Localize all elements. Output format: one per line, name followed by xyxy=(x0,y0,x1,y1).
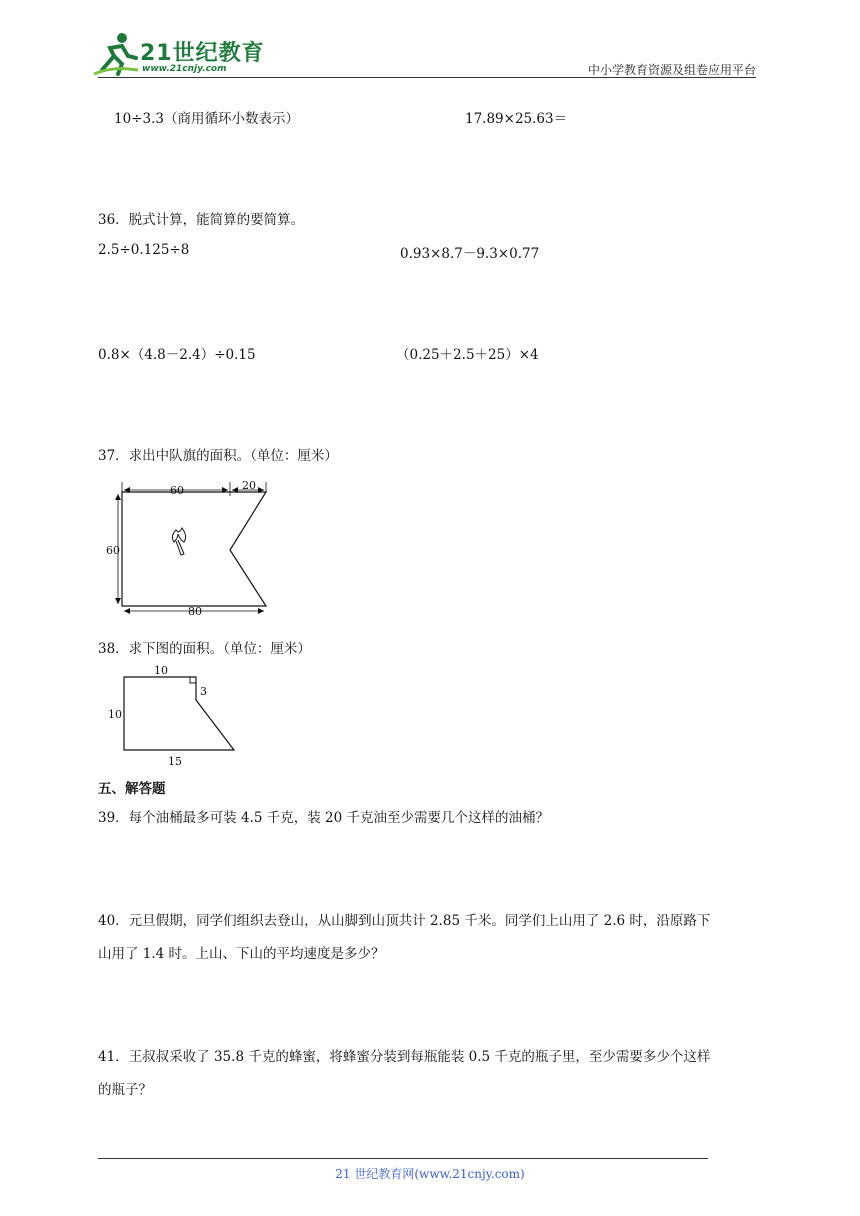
q36-expr-1: 2.5÷0.125÷8 xyxy=(98,242,190,258)
site-logo xyxy=(92,30,282,80)
question-36: 36．脱式计算，能简算的要简算。 xyxy=(98,212,305,228)
expr-division-recurring: 10÷3.3（商用循环小数表示） xyxy=(114,111,299,127)
footer-divider xyxy=(98,1158,708,1159)
header-platform-text: 中小学教育资源及组卷应用平台 xyxy=(587,63,756,77)
question-40-line-1: 40．元旦假期，同学们组织去登山，从山脚到山顶共计 2.85 千米。同学们上山用了 2.6 时，沿原路下 xyxy=(98,913,711,929)
question-39: 39．每个油桶最多可装 4.5 千克，装 20 千克油至少需要几个这样的油桶？ xyxy=(98,810,549,826)
fig37-top-right-label: 20 xyxy=(242,479,256,492)
figure-38-trapezoid xyxy=(100,660,250,772)
logo-text: 21世纪教育 xyxy=(140,41,265,66)
fig38-outline xyxy=(124,677,234,750)
section-5-heading: 五、解答题 xyxy=(98,781,166,797)
fig38-right-seg-label: 3 xyxy=(200,685,207,698)
q36-expr-3: 0.8×（4.8－2.4）÷0.15 xyxy=(98,347,256,363)
question-41-line-1: 41．王叔叔采收了 35.8 千克的蜂蜜，将蜂蜜分装到每瓶能装 0.5 千克的瓶子里，至少需要多少个这样 xyxy=(98,1049,711,1065)
right-angle-mark xyxy=(190,677,196,683)
header-divider xyxy=(98,77,756,78)
torch-emblem-icon xyxy=(172,528,185,555)
q36-expr-2: 0.93×8.7－9.3×0.77 xyxy=(400,246,540,262)
expr-multiplication: 17.89×25.63＝ xyxy=(465,111,568,127)
question-40-line-2: 山用了 1.4 时。上山、下山的平均速度是多少？ xyxy=(98,946,385,962)
fig38-left-label: 10 xyxy=(108,708,122,721)
figure-37-flag xyxy=(100,474,280,624)
question-37: 37．求出中队旗的面积。（单位：厘米） xyxy=(98,448,338,464)
logo-url: www.21cnjy.com xyxy=(142,64,227,74)
fig38-bottom-label: 15 xyxy=(168,755,182,768)
fig37-bottom-label: 80 xyxy=(188,605,202,618)
question-41-line-2: 的瓶子？ xyxy=(98,1082,152,1098)
q36-expr-4: （0.25＋2.5＋25）×4 xyxy=(396,347,539,363)
fig37-top-left-label: 60 xyxy=(170,484,184,497)
runner-logo-icon xyxy=(92,30,140,76)
fig38-top-label: 10 xyxy=(154,664,168,677)
footer-site-link[interactable]: 21 世纪教育网(www.21cnjy.com) xyxy=(335,1167,525,1181)
fig37-left-label: 60 xyxy=(106,544,120,557)
flag-outline xyxy=(122,492,266,606)
question-38: 38．求下图的面积。（单位：厘米） xyxy=(98,641,311,657)
